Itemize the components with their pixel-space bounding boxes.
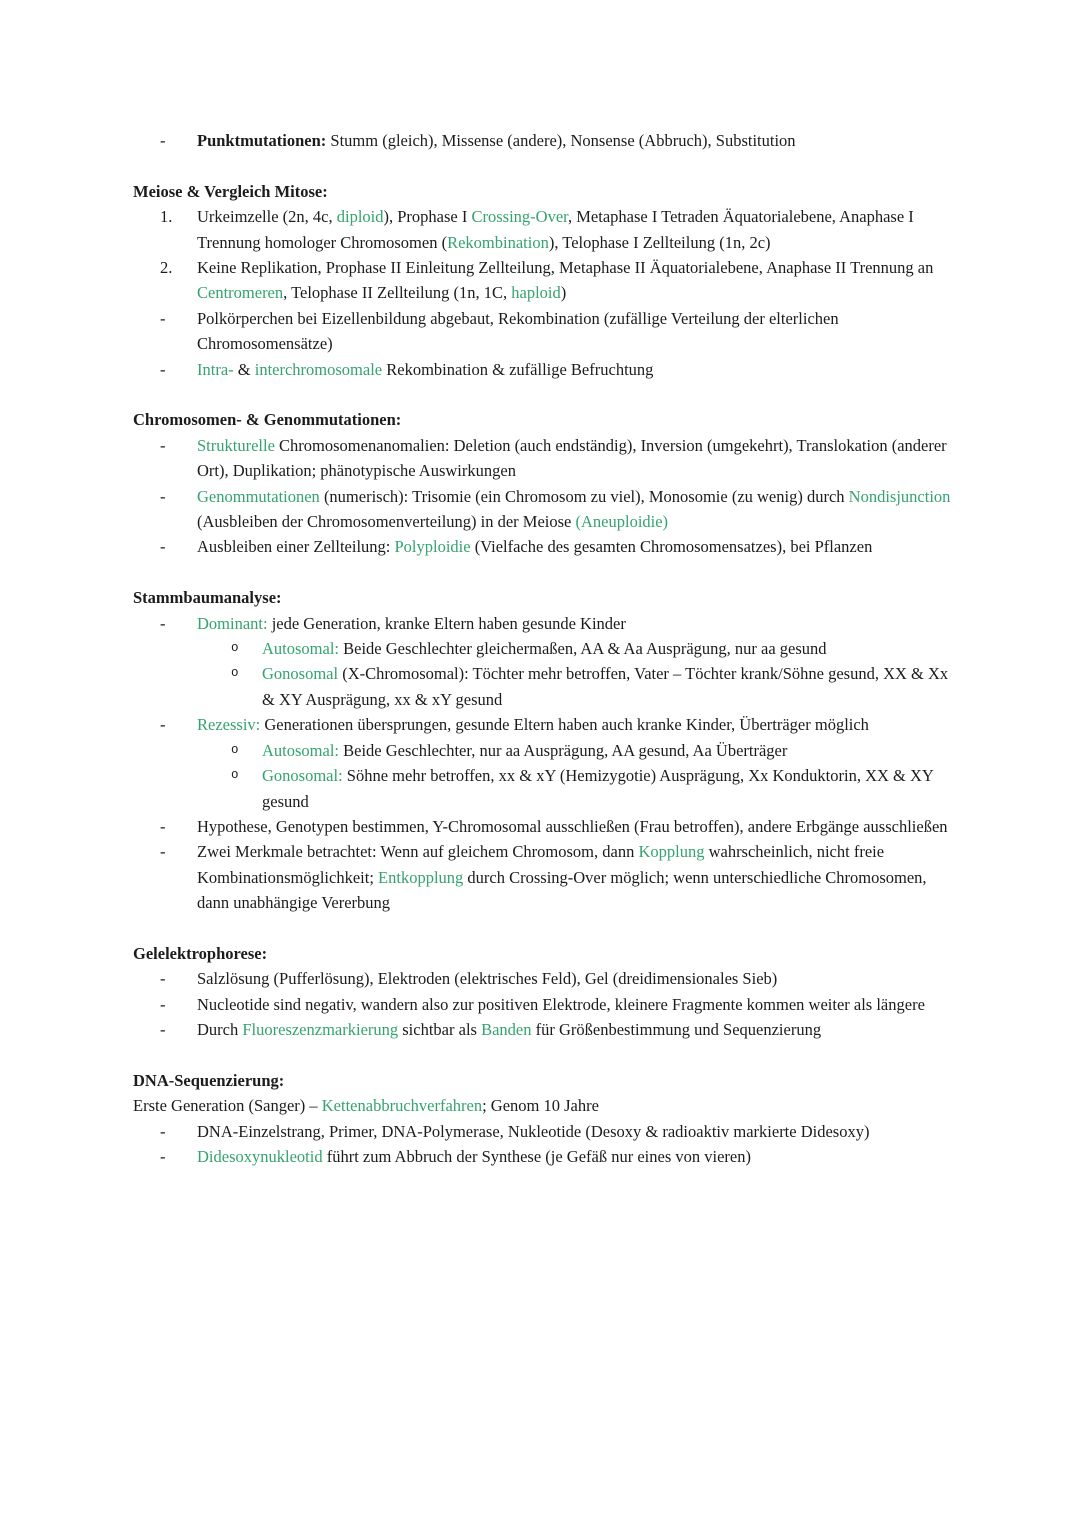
highlighted-term: (Aneuploidie) — [575, 512, 669, 532]
section-heading — [133, 941, 952, 966]
text-run: Hypothese, Genotypen bestimmen, Y-Chromosomal ausschließen (Frau betroffen), andere Erbgänge ausschließen — [197, 816, 948, 836]
document-body — [133, 128, 952, 1170]
list-marker: o — [231, 666, 239, 681]
list-item-text — [197, 839, 952, 915]
text-run: Zwei Merkmale betrachtet: Wenn auf gleichem Chromosom, dann — [197, 842, 639, 862]
highlighted-term: Crossing-Over — [471, 207, 568, 227]
list-marker: o — [231, 641, 239, 656]
highlighted-term: Polyploidie — [394, 537, 471, 557]
list-item — [133, 839, 952, 915]
highlighted-term: Gonosomal — [262, 664, 339, 684]
list-item — [133, 1119, 952, 1144]
text-run: wahrscheinlich, nicht freie Kombinationsmöglichkeit; — [197, 842, 885, 887]
text-run: , Metaphase I Tetraden Äquatorialebene, Anaphase I Trennung homologer Chromosomen ( — [197, 207, 914, 252]
list-marker: 1. — [160, 207, 173, 227]
text-run: & — [233, 359, 255, 379]
list-item — [133, 763, 952, 814]
list-item — [133, 636, 952, 661]
text-run: DNA-Sequenzierung: — [133, 1070, 285, 1090]
list-item-text — [197, 1017, 952, 1042]
paragraph — [133, 1093, 952, 1118]
list-marker: - — [160, 613, 166, 633]
list-marker: - — [160, 842, 166, 862]
text-run: jede Generation, kranke Eltern haben gesunde Kinder — [267, 613, 626, 633]
list-item — [133, 738, 952, 763]
highlighted-term: Banden — [481, 1020, 532, 1040]
list-marker: - — [160, 435, 166, 455]
text-run: Söhne mehr betroffen, xx & xY (Hemizygotie) Ausprägung, Xx Konduktorin, XX & XY gesund — [262, 766, 934, 811]
list-marker: - — [160, 1147, 166, 1167]
list-marker: - — [160, 816, 166, 836]
list-marker: o — [231, 768, 239, 783]
text-run: (numerisch): Trisomie (ein Chromosom zu viel), Monosomie (zu wenig) durch — [319, 486, 849, 506]
text-run: ) — [560, 283, 567, 303]
text-run: , Telophase II Zellteilung (1n, 1C, — [283, 283, 512, 303]
list-item-text — [262, 636, 952, 661]
section-heading — [133, 585, 952, 610]
section-heading — [133, 1068, 952, 1093]
list-item — [133, 661, 952, 712]
list-marker: - — [160, 537, 166, 557]
list-marker: - — [160, 969, 166, 989]
highlighted-term: diploid — [336, 207, 384, 227]
text-run: ), Telophase I Zellteilung (1n, 2c) — [548, 232, 771, 252]
text-run: Nucleotide sind negativ, wandern also zur positiven Elektrode, kleinere Fragmente kommen weiter als längere — [197, 994, 925, 1014]
list-item — [133, 484, 952, 535]
list-item — [133, 814, 952, 839]
list-marker: - — [160, 715, 166, 735]
highlighted-term: Intra- — [197, 359, 234, 379]
text-run: für Größenbestimmung und Sequenzierung — [531, 1020, 822, 1040]
list-marker: - — [160, 308, 166, 328]
highlighted-term: interchromosomale — [254, 359, 383, 379]
list-marker: - — [160, 994, 166, 1014]
list-item — [133, 611, 952, 636]
text-run: Durch — [197, 1020, 243, 1040]
list-item-text — [197, 128, 952, 153]
list-item-text — [197, 306, 952, 357]
list-item-text — [197, 992, 952, 1017]
list-marker: - — [160, 1121, 166, 1141]
list-item — [133, 128, 952, 153]
text-run: Chromosomenanomalien: Deletion (auch endständig), Inversion (umgekehrt), Translokation (anderer Ort), Duplikation; phänotypische Auswirkungen — [197, 435, 947, 481]
text-run: Urkeimzelle (2n, 4c, — [197, 207, 337, 227]
text-run: Salzlösung (Pufferlösung), Elektroden (elektrisches Feld), Gel (dreidimensionales Sieb) — [197, 969, 778, 989]
highlighted-term: Genommutationen — [197, 486, 320, 506]
text-run: Erste Generation (Sanger) – — [133, 1096, 322, 1116]
list-item — [133, 306, 952, 357]
list-item-text — [197, 611, 952, 636]
list-marker: - — [160, 131, 166, 150]
text-run: ; Genom 10 Jahre — [482, 1096, 599, 1116]
list-item-text — [197, 1119, 952, 1144]
list-item-text — [262, 738, 952, 763]
highlighted-term: Kopplung — [638, 842, 705, 862]
text-run: Rekombination & zufällige Befruchtung — [382, 359, 654, 379]
list-item-text — [197, 712, 952, 737]
list-item-text — [197, 966, 952, 991]
list-marker: - — [160, 359, 166, 379]
highlighted-term: haploid — [511, 283, 561, 303]
list-item — [133, 992, 952, 1017]
text-run: sichtbar als — [398, 1020, 482, 1040]
text-run: Stammbaumanalyse: — [133, 588, 282, 608]
text-run: (Ausbleiben der Chromosomenverteilung) in der Meiose — [197, 512, 576, 532]
list-item — [133, 357, 952, 382]
list-marker: - — [160, 1020, 166, 1040]
text-run: Gelelektrophorese: — [133, 943, 268, 963]
list-item — [133, 966, 952, 991]
highlighted-term: Entkopplung — [378, 867, 464, 887]
highlighted-term: Autosomal: — [262, 639, 339, 659]
list-item — [133, 1017, 952, 1042]
text-run: Generationen übersprungen, gesunde Eltern haben auch kranke Kinder, Überträger möglich — [260, 715, 869, 735]
text-run: Stumm (gleich), Missense (andere), Nonsense (Abbruch), Substitution — [326, 131, 796, 150]
list-item — [133, 255, 952, 306]
highlighted-term: Centromeren — [197, 283, 284, 303]
text-run: Punktmutationen: — [197, 131, 327, 150]
highlighted-term: Kettenabbruchverfahren — [321, 1096, 483, 1116]
text-run: Polkörperchen bei Eizellenbildung abgebaut, Rekombination (zufällige Verteilung der elterlichen Chromosomensätze) — [197, 308, 839, 354]
list-item — [133, 712, 952, 737]
list-marker: - — [160, 486, 166, 506]
highlighted-term: Didesoxynukleotid — [197, 1147, 323, 1167]
text-run: Beide Geschlechter, nur aa Ausprägung, AA gesund, Aa Überträger — [339, 740, 788, 760]
text-run: ), Prophase I — [383, 207, 472, 227]
list-item — [133, 204, 952, 255]
text-run: Chromosomen- & Genommutationen: — [133, 410, 402, 430]
highlighted-term: Strukturelle — [197, 435, 275, 455]
list-item-text — [197, 433, 952, 484]
list-item-text — [197, 814, 952, 839]
section-heading — [133, 407, 952, 432]
highlighted-term: Autosomal: — [262, 740, 339, 760]
list-marker: o — [231, 742, 239, 757]
text-run: DNA-Einzelstrang, Primer, DNA-Polymerase, Nukleotide (Desoxy & radioaktiv markierte Didesoxy) — [197, 1121, 870, 1141]
highlighted-term: Gonosomal: — [262, 766, 343, 786]
list-item-text — [262, 763, 952, 814]
text-run: Keine Replikation, Prophase II Einleitung Zellteilung, Metaphase II Äquatorialebene, Anaphase II Trennung an — [197, 258, 934, 278]
highlighted-term: Rekombination — [447, 232, 549, 252]
list-marker: 2. — [160, 258, 173, 278]
text-run: durch Crossing-Over möglich; wenn unterschiedliche Chromosomen, dann unabhängige Vererbung — [197, 867, 927, 913]
list-item-text — [197, 534, 952, 559]
section-heading — [133, 179, 952, 204]
highlighted-term: Nondisjunction — [848, 486, 951, 506]
list-item — [133, 433, 952, 484]
list-item-text — [197, 255, 952, 306]
list-item — [133, 534, 952, 559]
text-run: Meiose & Vergleich Mitose: — [133, 181, 328, 201]
list-item-text — [197, 484, 952, 535]
highlighted-term: Rezessiv: — [197, 715, 261, 735]
highlighted-term: Fluoreszenzmarkierung — [242, 1020, 399, 1040]
list-item — [133, 1144, 952, 1169]
text-run: (X-Chromosomal): Töchter mehr betroffen, Vater – Töchter krank/Söhne gesund, XX & Xx & XY Ausprägung, xx & xY gesund — [262, 664, 949, 709]
text-run: führt zum Abbruch der Synthese (je Gefäß nur eines von vieren) — [322, 1147, 751, 1167]
list-item-text — [262, 661, 952, 712]
text-run: Beide Geschlechter gleichermaßen, AA & Aa Ausprägung, nur aa gesund — [339, 639, 827, 659]
highlighted-term: Dominant: — [197, 613, 268, 633]
text-run: (Vielfache des gesamten Chromosomensatzes), bei Pflanzen — [470, 537, 873, 557]
list-item-text — [197, 357, 952, 382]
list-item-text — [197, 1144, 952, 1169]
list-item-text — [197, 204, 952, 255]
text-run: Ausbleiben einer Zellteilung: — [197, 537, 395, 557]
